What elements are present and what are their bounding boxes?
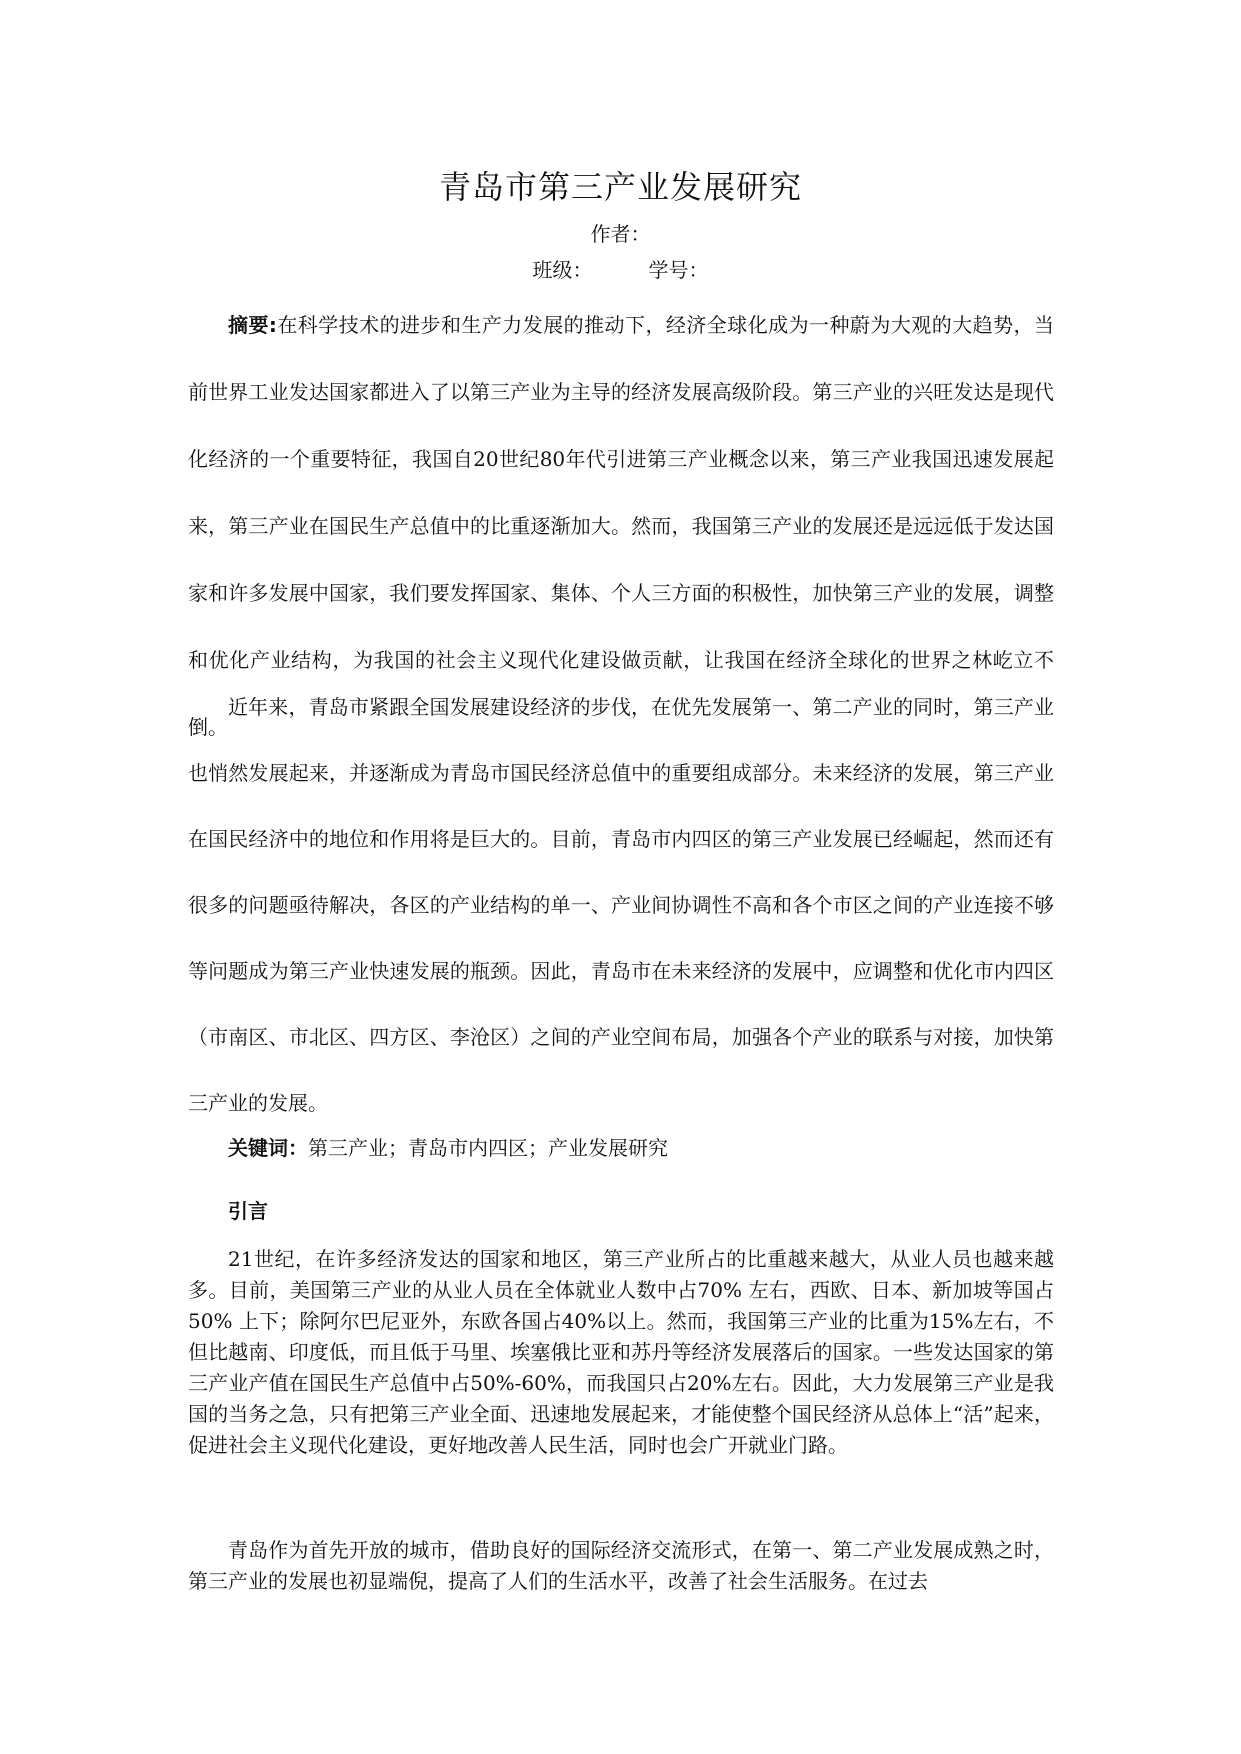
introduction-paragraph-2: 青岛作为首先开放的城市，借助良好的国际经济交流形式，在第一、第二产业发展成熟之时，第三产业的发展也初显端倪，提高了人们的生活水平，改善了社会生活服务。在过去 xyxy=(188,1538,1054,1593)
keywords-label: 关键词： xyxy=(228,1136,308,1160)
student-id-label: 学号： xyxy=(648,258,709,282)
class-id-line xyxy=(0,254,1241,283)
abstract-text-part2: 然而，我国第三产业的发展还是远远低于发达国家和许多发展中国家，我们要发挥国家、集体、个人三方面的积极性，加快第三产业的发展，调整和优化产业结构，为我国的社会主义现代化建设做贡献，让我国在经济全球化的世界之林屹立不倒。 xyxy=(188,514,1055,739)
abstract-label: 摘要: xyxy=(228,313,277,337)
keywords-text: 第三产业；青岛市内四区；产业发展研究 xyxy=(308,1136,668,1160)
keywords-line xyxy=(228,1132,1054,1161)
class-label: 班级： xyxy=(532,258,593,282)
introduction-heading: 引言 xyxy=(228,1199,268,1223)
abstract-paragraph-2: 近年来，青岛市紧跟全国发展建设经济的步伐，在优先发展第一、第二产业的同时，第三产业也悄然发展起来，并逐渐成为青岛市国民经济总值中的重要组成部分。未来经济的发展，第三产业在国民经济中的地位和作用将是巨大的。目前，青岛市内四区的第三产业发展已经崛起，然而还有很多的问题亟待解决，各区的产业结构的单一、产业间协调性不高和各个市区之间的产业连接不够等问题成为第三产业快速发展的瓶颈。因此，青岛市在未来经济的发展中，应调整和优化市内四区（市南区、市北区、四方区、李沧区）之间的产业空间布局，加强各个产业的联系与对接，加快第三产业的发展。 xyxy=(188,695,1054,1115)
document-title: 青岛市第三产业发展研究 xyxy=(438,168,802,206)
abstract-text-part1: 在科学技术的进步和生产力发展的推动下，经济全球化成为一种蔚为大观的大趋势，当前世界工业发达国家都进入了以第三产业为主导的经济发展高级阶段。第三产业的兴旺发达是现代化经济的一个重要特征，我国自20世纪80年代引进第三产业概念以来，第三产业我国迅速发展起来，第三产业在国民生产总值中的比重逐渐加大。 xyxy=(188,313,1055,538)
introduction-paragraph-1: 21世纪，在许多经济发达的国家和地区，第三产业所占的比重越来越大，从业人员也越来越多。目前，美国第三产业的从业人员在全体就业人数中占70% 左右，西欧、日本、新加坡等国占50% 上下；除阿尔巴尼亚外，东欧各国占40%以上。然而，我国第三产业的比重为15%左右，不但比越南、印度低，而且低于马里、埃塞俄比亚和苏丹等经济发展落后的国家。一些发达国家的第三产业产值在国民生产总值中占50%-60%，而我国只占20%左右。因此，大力发展第三产业是我国的当务之急，只有把第三产业全面、迅速地发展起来，才能使整个国民经济从总体上“活”起来，促进社会主义现代化建设，更好地改善人民生活，同时也会广开就业门路。 xyxy=(188,1247,1054,1457)
author-line: 作者： xyxy=(590,222,651,246)
